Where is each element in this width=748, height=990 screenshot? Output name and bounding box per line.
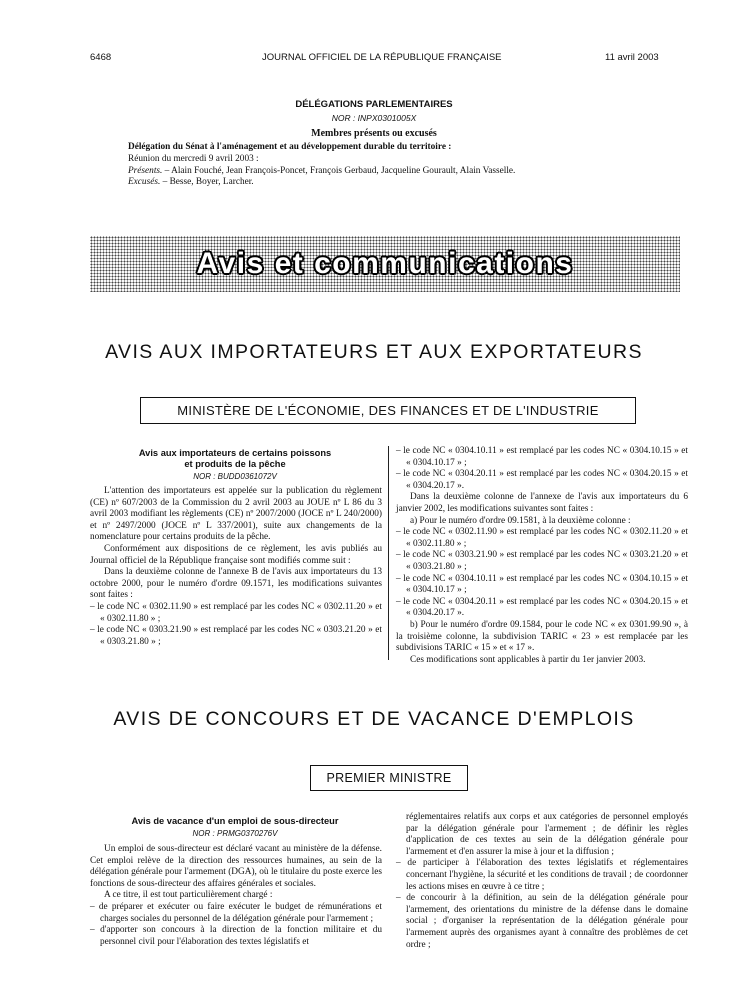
paragraph: Un emploi de sous-directeur est déclaré vacant au ministère de la défense. Cet emploi relève de la direction des ressources humaines, au sein de la délégation générale pour l'armement (DGA), où le titulaire du poste exerce les fonctions de sous-directeur des affaires générales et sociales. (90, 844, 382, 889)
list-item: – le code NC « 0304.10.11 » est remplacé par les codes NC « 0304.10.15 » et « 0304.10.17 » ; (396, 446, 688, 468)
present-names: – Alain Fouché, Jean François-Poncet, François Gerbaud, Jacqueline Gourault, Alain Vasselle. (162, 166, 516, 176)
article-nor-vacance: NOR : PRMG0370276V (192, 829, 278, 838)
paragraph: Conformément aux dispositions de ce règlement, les avis publiés au Journal officiel de la République française sont modifiés comme suit : (90, 543, 382, 566)
article-title-line-1: Avis aux importateurs de certains poissons (138, 448, 332, 458)
ministry-box-economie: MINISTÈRE DE L'ÉCONOMIE, DES FINANCES ET DE L'INDUSTRIE (140, 397, 636, 424)
paragraph: Dans la deuxième colonne de l'annexe B de l'avis aux importateurs du 13 octobre 2000, pour le numéro d'ordre 09.1571, les modifications suivantes sont faites : (90, 567, 382, 601)
article-nor-poissons: NOR : BUDD0361072V (193, 472, 277, 481)
article-title-poissons (90, 448, 380, 470)
list-item: – le code NC « 0303.21.90 » est remplacé par les codes NC « 0303.21.20 » et « 0303.21.80 » ; (90, 625, 382, 647)
paragraph: Dans la deuxième colonne de l'annexe de l'avis aux importateurs du 6 janvier 2002, les modifications suivantes sont faites : (396, 492, 688, 514)
meeting-date: Réunion du mercredi 9 avril 2003 : (128, 154, 259, 164)
journal-title: JOURNAL OFFICIEL DE LA RÉPUBLIQUE FRANÇAISE (262, 52, 502, 63)
list-item: – le code NC « 0302.11.90 » est remplacé par les codes NC « 0302.11.20 » et « 0302.11.80 » ; (396, 527, 688, 549)
section1-right-column (396, 446, 688, 666)
delegations-nor: NOR : INPX0301005X (331, 113, 417, 123)
present-label: Présents. (128, 166, 163, 176)
excused-label: Excusés. (128, 177, 161, 187)
ministry-box-premier: PREMIER MINISTRE (310, 765, 468, 791)
section2-heading: AVIS DE CONCOURS ET DE VACANCE D'EMPLOIS (113, 708, 635, 730)
delegations-title: DÉLÉGATIONS PARLEMENTAIRES (295, 99, 453, 110)
list-item: – le code NC « 0304.20.11 » est remplacé par les codes NC « 0304.20.15 » et « 0304.20.17 ». (396, 596, 688, 619)
list-item: – le code NC « 0302.11.90 » est remplacé par les codes NC « 0302.11.20 » et « 0302.11.80 » ; (90, 601, 382, 624)
banner-title: Avis et communications (196, 247, 574, 280)
page-number: 6468 (90, 52, 112, 63)
section1-heading: AVIS AUX IMPORTATEURS ET AUX EXPORTATEURS (105, 341, 643, 363)
section2-right-column (396, 812, 688, 951)
list-item: – d'apporter son concours à la direction de la fonction militaire et du personnel civil pour l'élaboration des textes législatifs et (90, 925, 382, 947)
paragraph: Ces modifications sont applicables à partir du 1er janvier 2003. (410, 654, 646, 665)
paragraph: b) Pour le numéro d'ordre 09.1584, pour le code NC « ex 0301.99.90 », à la troisième colonne, la subdivision TARIC « 23 » est remplacée par les subdivisions TARIC « 15 » et « 17 ». (396, 619, 688, 654)
column-divider (388, 446, 389, 660)
list-item: – le code NC « 0304.10.11 » est remplacé par les codes NC « 0304.10.15 » et « 0304.10.17 » ; (396, 573, 688, 596)
list-item: – de préparer et exécuter ou faire exécuter le budget de rémunérations et charges sociales du personnel de la délégation générale pour l'armement ; (90, 901, 382, 924)
list-item: – le code NC « 0303.21.90 » est remplacé par les codes NC « 0303.21.20 » et « 0303.21.80 » ; (396, 550, 688, 572)
list-item: – de participer à l'élaboration des textes législatifs et réglementaires concernant l'hygiène, la sécurité et les conditions de travail ; de coordonner les actions mises en œuvre à ce titre ; (396, 858, 688, 892)
list-item: – le code NC « 0304.20.11 » est remplacé par les codes NC « 0304.20.15 » et « 0304.20.17 ». (396, 469, 688, 491)
issue-date: 11 avril 2003 (605, 52, 659, 63)
present-members (128, 166, 515, 177)
excused-names: – Besse, Boyer, Larcher. (160, 177, 254, 187)
article-title-vacance: Avis de vacance d'un emploi de sous-directeur (131, 816, 339, 826)
paragraph: a) Pour le numéro d'ordre 09.1581, à la deuxième colonne : (410, 515, 631, 526)
delegations-subtitle: Membres présents ou excusés (311, 128, 437, 139)
paragraph: A ce titre, il est tout particulièrement chargé : (104, 890, 273, 901)
paragraph: L'attention des importateurs est appelée sur la publication du règlement (CE) nº 607/2003 de la Commission du 2 avril 2003 au JOUE nº L 86 du 3 avril 2003 modifiant les règlements (CE) nº 2007/2000 (JOCE nº L 240/2000) et nº 2497/2000 (JOCE nº L 337/2001), suite aux changements de la nomenclature pour certains produits de la pêche. (90, 486, 382, 543)
section1-left-column (90, 486, 382, 648)
list-item: – de concourir à la définition, au sein de la délégation générale pour l'armement, des orientations du ministre de la défense dans le domaine social ; d'organiser la représentation de la délégation générale pour l'armement auprès des organismes ayant à connaître des problèmes de cet ordre ; (396, 893, 688, 950)
excused-members (128, 177, 254, 188)
article-title-line-2: et produits de la pêche (184, 459, 286, 469)
paragraph: réglementaires relatifs aux corps et aux catégories de personnel employés par la délégation générale pour l'armement ; de définir les règles d'application de ces textes au sein de la délégation générale pour l'armement et d'en assurer la mise à jour et la diffusion ; (406, 812, 688, 857)
section2-left-column (90, 844, 382, 948)
delegation-name: Délégation du Sénat à l'aménagement et au développement durable du territoire : (128, 142, 452, 152)
